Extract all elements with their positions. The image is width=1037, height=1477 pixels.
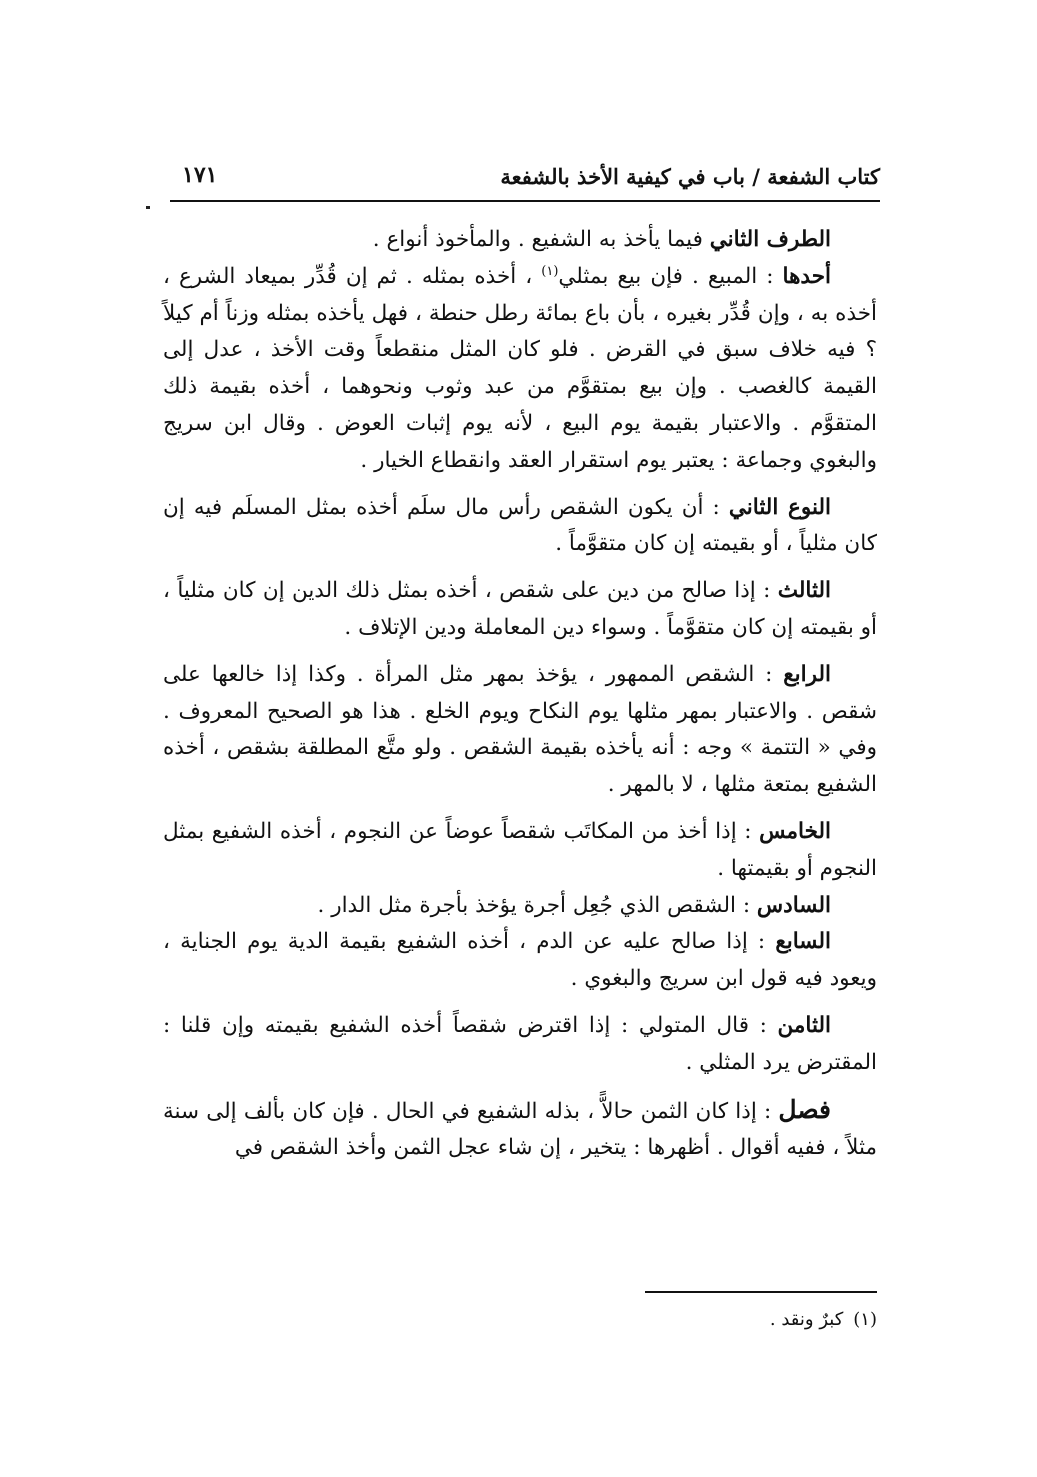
paragraph-lead: النوع الثاني <box>728 494 831 520</box>
footnote <box>600 1306 877 1334</box>
paragraph-part-two <box>163 222 877 259</box>
paragraph-sixth <box>163 888 877 925</box>
paragraph-text: : إذا صالح عليه عن الدم ، أخذه الشفيع بقيمة الدية يوم الجناية ، ويعود فيه قول ابن سريج والبغوي . <box>163 929 877 992</box>
paragraph-eighth <box>163 1008 877 1082</box>
running-title: كتاب الشفعة / باب في كيفية الأخذ بالشفعة <box>500 164 880 189</box>
paragraph-second <box>163 490 877 564</box>
footnote-reference: (١) <box>541 263 559 279</box>
paragraph-lead: الثالث <box>777 578 831 604</box>
body-text <box>163 222 877 1167</box>
paragraph-lead: الثامن <box>777 1012 831 1038</box>
paragraph-lead: الخامس <box>759 818 831 844</box>
paragraph-third <box>163 573 877 647</box>
paragraph-seventh <box>163 924 877 998</box>
section-heading: فصل <box>778 1094 831 1124</box>
footnote-number: (١) <box>853 1309 877 1330</box>
paragraph-text: فيما يأخذ به الشفيع . والمأخوذ أنواع . <box>372 227 710 252</box>
paragraph-text: : قال المتولي : إذا اقترض شقصاً أخذه الشفيع بقيمته وإن قلنا : المقترض يرد المثلي . <box>163 1012 877 1075</box>
paragraph-text: : إذا صالح من دين على شقص ، أخذه بمثل ذلك الدين إن كان مثلياً ، أو بقيمته إن كان متقوَّماً . وسواء دين المعاملة ودين الإتلاف . <box>163 578 877 640</box>
footnote-text: كبرٌ ونقد . <box>769 1309 844 1330</box>
paragraph-text: : إذا أخذ من المكاتَب شقصاً عوضاً عن النجوم ، أخذه الشفيع بمثل النجوم أو بقيمتها . <box>163 818 877 881</box>
paragraph-lead: أحدها <box>782 263 831 289</box>
footnote-rule <box>645 1291 877 1293</box>
paragraph-first <box>163 259 877 480</box>
running-head <box>170 150 880 198</box>
paragraph-lead: الطرف الثاني <box>709 227 831 252</box>
paragraph-section <box>163 1092 877 1168</box>
paragraph-text-continued: ، أخذه بمثله . ثم إن قُدِّر بميعاد الشرع ، أخذه به ، وإن قُدِّر بغيره ، بأن باع بمائة رطل حنطة ، فهل يأخذه بمثله وزناً أم كيلاً ؟ فيه خلاف سبق في القرض . فلو كان المثل منقطعاً وقت الأخذ ، عدل إلى القيمة كالغصب . وإن بيع بمتقوَّم من عبد وثوب ونحوهما ، أخذه بقيمة ذلك المتقوَّم . والاعتبار بقيمة يوم البيع ، لأنه يوم إثبات العوض . وقال ابن سريج والبغوي وجماعة : يعتبر يوم استقرار العقد وانقطاع الخيار . <box>163 263 877 473</box>
header-rule <box>170 200 880 202</box>
paragraph-text: : أن يكون الشقص رأس مال سلَم أخذه بمثل المسلَم فيه إن كان مثلياً ، أو بقيمته إن كان متقوَّماً . <box>163 494 877 557</box>
paragraph-lead: الرابع <box>783 661 831 687</box>
paragraph-lead: السادس <box>756 892 831 918</box>
paragraph-lead: السابع <box>775 929 831 955</box>
paragraph-text: : الشقص الذي جُعِل أجرة يؤخذ بأجرة مثل الدار . <box>317 892 757 918</box>
paragraph-text: : إذا كان الثمن حالاًّ ، بذله الشفيع في الحال . فإن كان بألف إلى سنة مثلاً ، ففيه أقوال . أظهرها : يتخير ، إن شاء عجل الثمن وأخذ الشقص في <box>163 1098 877 1161</box>
page-number: ١٧١ <box>182 162 218 188</box>
paragraph-text: : المبيع . فإن بيع بمثلي <box>558 263 783 289</box>
scan-speck <box>146 206 150 209</box>
paragraph-fifth <box>163 814 877 888</box>
paragraph-fourth <box>163 657 877 804</box>
paragraph-text: : الشقص الممهور ، يؤخذ بمهر مثل المرأة . وكذا إذا خالعها على شقص . والاعتبار بمهر مثلها يوم النكاح ويوم الخلع . هذا هو الصحيح المعروف . وفي « التتمة » وجه : أنه يأخذه بقيمة الشقص . ولو متَّع المطلقة بشقص ، أخذه الشفيع بمتعة مثلها ، لا بالمهر . <box>163 661 877 798</box>
